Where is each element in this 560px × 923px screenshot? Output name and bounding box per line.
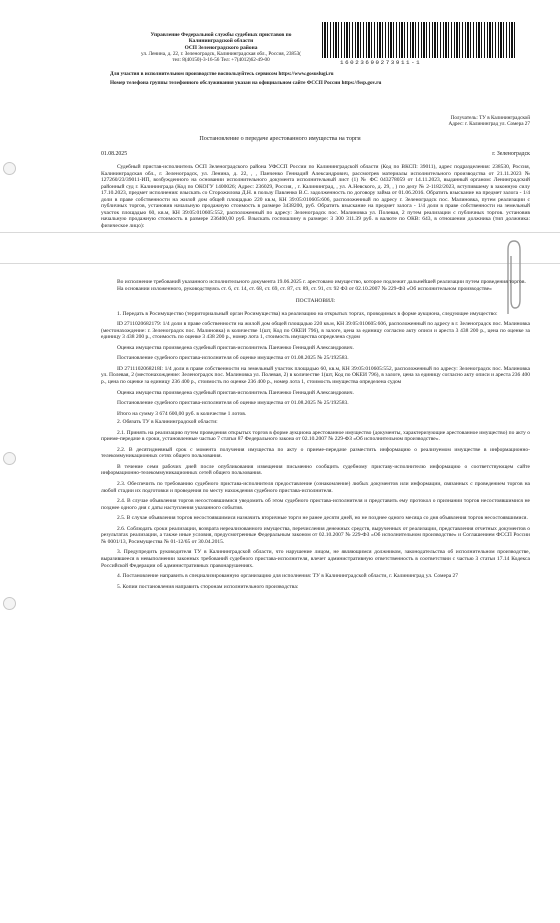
property-item-1: ID 2711020682179: 1/4 доли в праве собственности на жилой дом общей площадью 220 кв.м, КН 39:05:010605:606, расположенный по адресу в г. Зеленоградск пос. Малиновка (местонахождение: г. Зеленоградск пос. Малиновка) в количестве 1(шт, Код по ОКЕИ 796), в залоге, цена за единицу согласно акту описи и ареста 3 438 200 р., цена по оценке за единицу 3 438 200 р., стоимость по оценке 3 438 200 р., номер лота 1, стоимость имущества определена судом (101, 321, 530, 341)
clause-2-1: 2.1. Принять на реализацию путем проведения открытых торгов в форме аукциона арестованное имущество (документы, характеризующие арестованное имущество) по акту о приеме-передаче в сроки, установленные частью 7 статьи 87 Федерального закона от 02.10.2007 № 229-ФЗ «Об исполнительном производстве». (101, 429, 530, 443)
punch-hole (3, 452, 16, 465)
clause-2-5: 2.5. В случае объявления торгов несостоявшимися назначить вторичные торги не ранее десяти дней, но не позднее одного месяца со дня объявления торгов несостоявшимися. (117, 515, 528, 522)
issuer-header (118, 32, 324, 63)
recipient-block (390, 115, 530, 127)
punch-hole (3, 597, 16, 610)
seizure-paragraph: Во исполнение требований указанного исполнительного документа 19.06.2025 г. арестовано имущество, которое подлежит дальнейшей реализации путем проведения торгов. (117, 279, 526, 285)
clause-2-4: 2.4. В случае объявления торгов несостоявшимися уведомить об этом судебного пристава-исполнителя и представить ему протокол о признании торгов несостоявшимися не позднее одного дня с даты наступления указанного события. (101, 498, 530, 511)
clause-2-2-notice: В течение семи рабочих дней после опубликования извещения письменно сообщить судебному приставу-исполнителю информацию о соответствующем сайте информационно-телекоммуникационных сетей общего пользования. (101, 463, 530, 477)
org-phone: тел: 8(40150)-3-16-56 Тел: +7(4012)62-49-00 (172, 57, 270, 64)
punch-hole (3, 162, 16, 175)
clause-1: 1. Передать в Росимущество (территориальный орган Росимущества) на реализацию на открытых торгах, проводимых в форме аукциона, следующее имущество: (117, 310, 498, 317)
total-amount: Итого на сумму 3 674 600,00 руб. в количестве 1 лотов. (117, 410, 247, 417)
document-title: Постановление о передаче арестованного имущества на торги (199, 136, 361, 142)
clause-2-6: 2.6. Соблюдать сроки реализации, возврата нереализованного имущества, перечисления денежных средств, вырученных от реализации, представления отчетных документов о результатах реализации, а также иные условия, предусмотренные Федеральным законом от 02.10.2007 № 229-ФЗ «Об исполнительном производстве» и Соглашением ФССП России № 0001/13, Росимущества № 01-12/65 от 30.04.2015. (101, 525, 530, 545)
legal-basis-paragraph: На основании изложенного, руководствуясь ст. 6, ст. 14, ст. 68, ст. 69, ст. 87, ст. 89, ст. 91, ст. 92 ФЗ от 02.10.2007 № 229-ФЗ «Об исполнительном производстве» (117, 285, 492, 292)
document-date: 01.08.2025 (101, 151, 128, 157)
intro-paragraph: Судебный пристав-исполнитель ОСП Зеленоградского района УФССП России по Калининградской области (Код по ВКСП: 39011), адрес подразделения: 238530, Россия, Калининградская обл., г. Зеленоградск, ул. Ленина, д. 22, , , Панченко Геннадий Александрович, рассмотрев материалы исполнительного производства от 21.11.2023 № 127260/23/39011-ИП, возбужденного на основании исполнительного документа исполнительный лист (1) № ФС 043278059 от 14.11.2023, выданный органом: Ленинградский районный суд г. Калининграда (Код по ОКОГУ 1400026; Адрес: 236029, Россия, , г. Калининград, , ул. А.Невского, д. 29, , ) по делу № 2-1182/2023, вступившему в законную силу 17.10.2023, предмет исполнения: взыскать со Сторожилова Д.Н. в пользу Павленко В.С. задолженность по договору займа от 01.06.2016. Обратить взыскание на предмет залога - 1/4 доли в праве собственности на жилой дом общей площадью 220 кв.м, КН 39:05:010605:606, расположенный по адресу г. Зеленоградск пос. Малиновка, путем реализации с публичных торгов, установив начальную продажную стоимость в размере 3438200, руб. Обратить взыскание на предмет залога - 1/4 доли в праве собственности на земельный участок площадью 60, кв.м, КН 39:05:010605:552, расположенный по адресу: Зеленоградск пос. Малиновка ул. Полевая, 2 путем реализации с публичных торгов. установив начальную продажную стоимость в размере 236400,00 руб. Взыскать госпошлину в размере: 3 300 311.39 руб. в валюте по ОКВ: 643, в отношении должника (тип должника: физическое лицо): (101, 164, 530, 229)
clause-2-2: 2.2. В десятидневный срок с момента получения имущества по акту о приеме-передаче разместить информацию о реализуемом имуществе в информационно-телекоммуникационных сетях общего пользования. (101, 446, 530, 460)
org-address: ул. Ленина, д. 22, г. Зеленоградск, Калининградская обл., Россия, 23853( (141, 51, 301, 58)
valuation-note-2: Оценка имущества произведена судебный пристав-исполнитель Панченко Геннадий Александрович. (117, 389, 354, 396)
clause-4: 4. Постановление направить в специализированную организацию для исполнения: ТУ в Калининградской области, г. Калининград ул. Сомера 27 (117, 573, 459, 580)
recipient-name: Получатель: ТУ в Калининградской (450, 115, 530, 121)
valuation-decree-2: Постановление судебного пристава-исполнителя об оценке имущества от 01.08.2025 № 25/192583. (117, 400, 349, 407)
document-city: г. Зеленоградск (492, 151, 530, 157)
barcode-number: 16023690273911-1 (340, 59, 422, 66)
valuation-note-1: Оценка имущества произведена судебный пристав-исполнитель Панченко Геннадий Александрович. (117, 344, 354, 351)
barcode (322, 22, 516, 58)
property-item-2: ID 2711102068218I: 1/4 доли в праве собственности на земельный участок площадью 60, кв.м, КН 39:05:010605:552, расположенный по адресу: Зеленоградск пос. Малиновка ул. Полевая, 2 (местонахождение: Зеленоградск пос. Малиновка ул. Полевая, 2) в количестве 1(шт, Код по ОКЕИ 796), в залоге, цена за единицу согласно акту описи и ареста 236 400 р., цена по оценке за единицу 236 400 р., стоимость по оценке 236 400 р., номер лота 1, стоимость имущества определена судом (101, 365, 530, 386)
fold-line (0, 263, 560, 264)
org-name: Управление Федеральной службы судебных приставов по (150, 32, 292, 38)
phone-notice: Номер телефона группы телефонного обслуживания указан на официальном сайте ФССП России https://fssp.gov.ru (110, 80, 382, 86)
postanovil-heading: ПОСТАНОВИЛ: (295, 298, 336, 305)
org-region: Калининградской области (188, 38, 254, 45)
fold-line (0, 232, 560, 233)
clause-2-3: 2.3. Обеспечить по требованию судебного пристава-исполнителя предоставление (ознакомление) любых документов или информации, связанных с проведением торгов на любой стадии их подготовки и проведения по месту нахождения судебного пристава-исполнителя. (101, 481, 530, 494)
main-body (101, 279, 530, 590)
recipient-address: Адрес: г. Калининград ул. Сомера 27 (448, 121, 530, 128)
clause-5: 5. Копии постановления направить сторонам исполнительного производства: (117, 583, 299, 590)
clause-3: 3. Предупредить руководителя ТУ в Калининградской области, что нарушение лицом, не являющимся должником, законодательства об исполнительном производстве, выразившееся в невыполнении законных требований судебного пристава-исполнителя, влечет административную ответственность в соответствии с частью 3 статьи 17.14 Кодекса Российской Федерации об административных правонарушениях. (101, 549, 530, 569)
valuation-decree-1: Постановление судебного пристава-исполнителя об оценке имущества от 01.08.2025 № 25/192583. (117, 355, 349, 362)
gosuslugi-notice: Для участия в исполнительном производстве воспользуйтесь сервисом https://www.gosuslugi.ru (110, 71, 334, 77)
org-department: ОСП Зеленоградского района (184, 44, 258, 51)
clause-2: 2. Обязать ТУ в Калининградской области: (117, 419, 218, 426)
